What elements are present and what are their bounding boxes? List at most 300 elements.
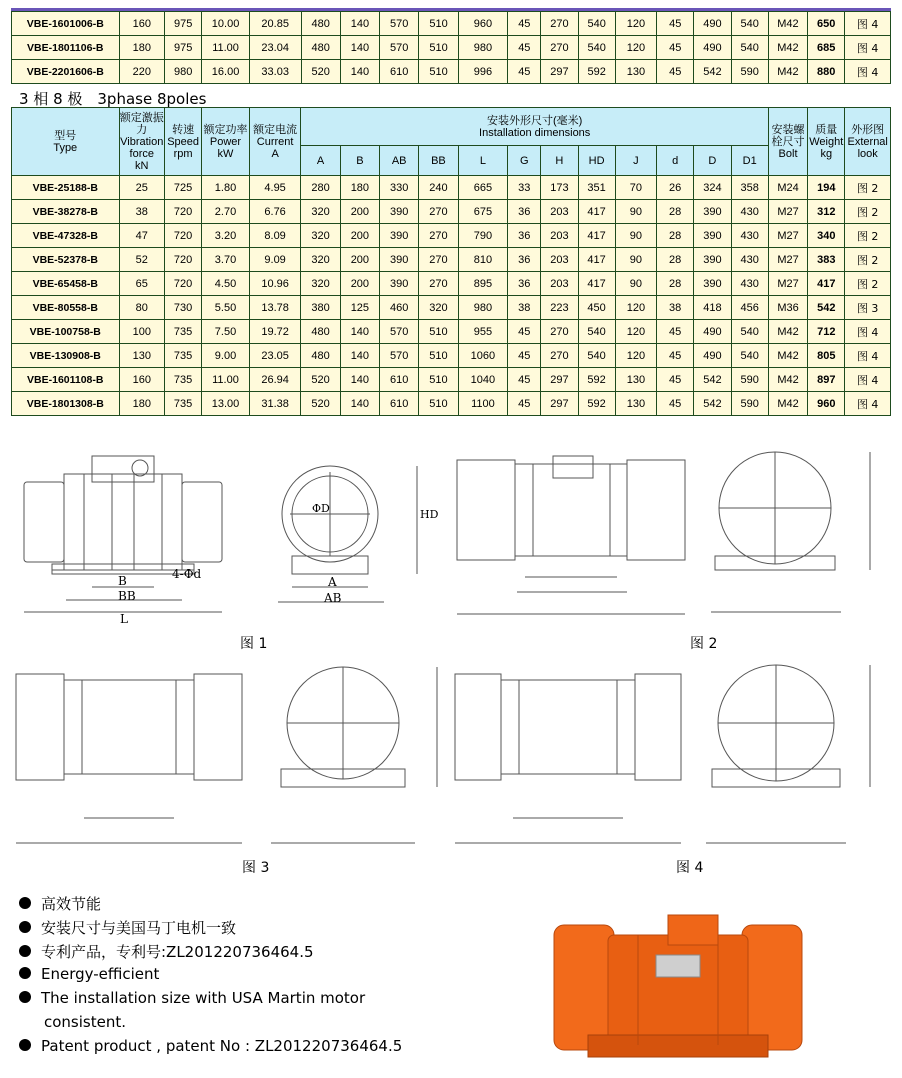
table-cell: 38 [119, 200, 164, 224]
table-cell: 5.50 [202, 296, 250, 320]
model-cell: VBE-1801308-B [12, 392, 120, 416]
table-cell: 510 [419, 36, 458, 60]
table-cell: 540 [578, 344, 615, 368]
table-cell: 6.76 [249, 200, 301, 224]
table-cell: 13.00 [202, 392, 250, 416]
table-cell: 1040 [458, 368, 508, 392]
table-cell: 45 [657, 368, 694, 392]
table-cell: 320 [419, 296, 458, 320]
table-cell: 13.78 [249, 296, 301, 320]
weight-cell: 383 [808, 248, 845, 272]
table-cell: 390 [694, 272, 731, 296]
table-cell: 270 [419, 224, 458, 248]
header-dim: AB [380, 146, 419, 176]
header-current: 额定电流 Current A [249, 108, 301, 176]
table-cell: 36 [508, 200, 541, 224]
header-dim: L [458, 146, 508, 176]
table-cell: 270 [419, 200, 458, 224]
table-cell: 200 [340, 224, 379, 248]
model-cell: VBE-47328-B [12, 224, 120, 248]
table-cell: 140 [340, 320, 379, 344]
table-cell: 270 [541, 344, 578, 368]
header-dim: J [615, 146, 656, 176]
table-cell: 31.38 [249, 392, 301, 416]
spec-table-main [11, 107, 891, 416]
table-row [12, 320, 891, 344]
header-bolt: 安装螺栓尺寸 Bolt [768, 108, 807, 176]
table-cell: 120 [615, 36, 656, 60]
table-row [12, 344, 891, 368]
header-dim: D [694, 146, 731, 176]
table-cell: 70 [615, 176, 656, 200]
table-cell: 351 [578, 176, 615, 200]
table-cell: 390 [380, 224, 419, 248]
figure-1-side-view [22, 452, 232, 631]
table-cell: 36 [508, 272, 541, 296]
table-cell: 510 [419, 12, 458, 36]
table-cell: 23.05 [249, 344, 301, 368]
table-cell: 490 [694, 36, 731, 60]
caption-figure-2: 图 2 [690, 636, 718, 652]
outline-cell: 图 3 [845, 296, 891, 320]
table-cell: 45 [657, 320, 694, 344]
header-power: 额定功率 Power kW [202, 108, 250, 176]
table-cell: 390 [380, 272, 419, 296]
table-cell: 47 [119, 224, 164, 248]
table-cell: 240 [419, 176, 458, 200]
table-cell: 490 [694, 344, 731, 368]
table-cell: 100 [119, 320, 164, 344]
table-cell: 200 [340, 272, 379, 296]
model-cell: VBE-130908-B [12, 344, 120, 368]
table-cell: 16.00 [202, 60, 250, 84]
table-cell: 28 [657, 272, 694, 296]
table-cell: 430 [731, 272, 768, 296]
table-cell: 28 [657, 224, 694, 248]
weight-cell: 650 [808, 12, 845, 36]
header-weight: 质量 Weight kg [808, 108, 845, 176]
table-cell: 280 [301, 176, 340, 200]
table-cell: 390 [694, 248, 731, 272]
table-cell: 203 [541, 200, 578, 224]
table-cell: 45 [508, 320, 541, 344]
outline-cell: 图 4 [845, 320, 891, 344]
outline-cell: 图 4 [845, 12, 891, 36]
bullet-5-continued: consistent. [44, 1013, 126, 1031]
header-dim: HD [578, 146, 615, 176]
table-cell: 120 [615, 320, 656, 344]
table-cell: 130 [119, 344, 164, 368]
table-cell: 590 [731, 60, 768, 84]
weight-cell: 712 [808, 320, 845, 344]
table-cell: 430 [731, 224, 768, 248]
caption-figure-1: 图 1 [240, 636, 268, 652]
table-cell: 65 [119, 272, 164, 296]
table-cell: 324 [694, 176, 731, 200]
table-cell: 460 [380, 296, 419, 320]
table-cell: 90 [615, 224, 656, 248]
motor-photo [548, 905, 808, 1069]
table-cell: M42 [768, 320, 807, 344]
bullet-4: Energy-efficient [19, 965, 159, 983]
table-cell: 996 [458, 60, 508, 84]
table-cell: 45 [657, 36, 694, 60]
outline-cell: 图 2 [845, 224, 891, 248]
table-cell: 720 [165, 272, 202, 296]
table-cell: 418 [694, 296, 731, 320]
table-cell: 203 [541, 248, 578, 272]
table-cell: 380 [301, 296, 340, 320]
outline-cell: 图 4 [845, 368, 891, 392]
table-cell: 480 [301, 36, 340, 60]
table-cell: 130 [615, 368, 656, 392]
table-cell: 720 [165, 224, 202, 248]
table-cell: 570 [380, 36, 419, 60]
model-cell: VBE-52378-B [12, 248, 120, 272]
weight-cell: 340 [808, 224, 845, 248]
table-cell: 456 [731, 296, 768, 320]
figure-2-side-view [455, 452, 695, 631]
table-cell: 390 [694, 200, 731, 224]
table-cell: 203 [541, 272, 578, 296]
table-cell: 11.00 [202, 368, 250, 392]
table-cell: 390 [380, 248, 419, 272]
figure-3-front-view [265, 665, 450, 854]
table-cell: 297 [541, 392, 578, 416]
table-cell: 540 [578, 320, 615, 344]
table-cell: 540 [578, 36, 615, 60]
weight-cell: 417 [808, 272, 845, 296]
caption-figure-4: 图 4 [676, 860, 704, 876]
outline-cell: 图 4 [845, 36, 891, 60]
table-row [12, 368, 891, 392]
table-row [12, 296, 891, 320]
table-cell: 955 [458, 320, 508, 344]
table-cell: 10.00 [202, 12, 250, 36]
table-cell: 130 [615, 60, 656, 84]
weight-cell: 312 [808, 200, 845, 224]
table-cell: 45 [508, 392, 541, 416]
model-cell: VBE-100758-B [12, 320, 120, 344]
table-cell: 90 [615, 248, 656, 272]
table-cell: 592 [578, 392, 615, 416]
header-force: 额定激振力 Vibration force kN [119, 108, 164, 176]
table-cell: 173 [541, 176, 578, 200]
table-row [12, 60, 891, 84]
table-cell: 320 [301, 248, 340, 272]
table-cell: M42 [768, 36, 807, 60]
outline-cell: 图 2 [845, 200, 891, 224]
table-cell: 7.50 [202, 320, 250, 344]
table-cell: 160 [119, 368, 164, 392]
table-cell: 540 [731, 12, 768, 36]
table-cell: M27 [768, 248, 807, 272]
table-cell: 28 [657, 248, 694, 272]
table-cell: 320 [301, 224, 340, 248]
table-cell: 297 [541, 368, 578, 392]
weight-cell: 685 [808, 36, 845, 60]
weight-cell: 805 [808, 344, 845, 368]
table-row [12, 36, 891, 60]
table-cell: 480 [301, 344, 340, 368]
table-cell: 90 [615, 272, 656, 296]
table-cell: 542 [694, 368, 731, 392]
model-cell: VBE-1601006-B [12, 12, 120, 36]
table-cell: 960 [458, 12, 508, 36]
dim-label-bb: BB [118, 589, 136, 603]
table-cell: 45 [657, 12, 694, 36]
table-cell: 510 [419, 60, 458, 84]
table-cell: M27 [768, 272, 807, 296]
table-cell: 720 [165, 248, 202, 272]
outline-cell: 图 4 [845, 392, 891, 416]
table-cell: M27 [768, 224, 807, 248]
header-dim: D1 [731, 146, 768, 176]
table-cell: 665 [458, 176, 508, 200]
table-cell: 520 [301, 60, 340, 84]
table-cell: M42 [768, 392, 807, 416]
table-cell: 895 [458, 272, 508, 296]
table-cell: 26 [657, 176, 694, 200]
model-cell: VBE-1601108-B [12, 368, 120, 392]
bullet-1: 高效节能 [19, 893, 101, 914]
table-cell: 590 [731, 392, 768, 416]
weight-cell: 960 [808, 392, 845, 416]
table-cell: 140 [340, 12, 379, 36]
table-cell: 36 [508, 224, 541, 248]
table-cell: 1.80 [202, 176, 250, 200]
table-cell: 417 [578, 272, 615, 296]
table-cell: 610 [380, 60, 419, 84]
bullet-6: Patent product , patent No : ZL201220736464.5 [19, 1037, 402, 1055]
table-cell: 980 [165, 60, 202, 84]
table-cell: 450 [578, 296, 615, 320]
figure-2-front-view [705, 452, 890, 631]
table-cell: 45 [508, 12, 541, 36]
header-dim: d [657, 146, 694, 176]
table-cell: 203 [541, 224, 578, 248]
table-cell: 735 [165, 320, 202, 344]
model-cell: VBE-25188-B [12, 176, 120, 200]
table-cell: 80 [119, 296, 164, 320]
table-cell: 140 [340, 60, 379, 84]
model-cell: VBE-38278-B [12, 200, 120, 224]
table-cell: 52 [119, 248, 164, 272]
header-dim: H [541, 146, 578, 176]
table-cell: 720 [165, 200, 202, 224]
table-cell: 430 [731, 248, 768, 272]
table-cell: 270 [541, 12, 578, 36]
table-row [12, 248, 891, 272]
table-cell: 510 [419, 344, 458, 368]
table-cell: 980 [458, 36, 508, 60]
table-cell: 730 [165, 296, 202, 320]
table-cell: 980 [458, 296, 508, 320]
table-cell: 390 [694, 224, 731, 248]
table-cell: 130 [615, 392, 656, 416]
table-row [12, 176, 891, 200]
table-cell: 520 [301, 392, 340, 416]
table-cell: M42 [768, 344, 807, 368]
table-cell: 10.96 [249, 272, 301, 296]
outline-cell: 图 4 [845, 344, 891, 368]
table-cell: 28 [657, 200, 694, 224]
table-cell: 33.03 [249, 60, 301, 84]
table-cell: 735 [165, 368, 202, 392]
table-cell: 270 [541, 320, 578, 344]
section-title: 3 相 8 极 3phase 8poles [19, 90, 207, 108]
table-cell: 417 [578, 248, 615, 272]
model-cell: VBE-80558-B [12, 296, 120, 320]
table-cell: M42 [768, 60, 807, 84]
table-cell: 735 [165, 344, 202, 368]
table-cell: 1060 [458, 344, 508, 368]
table-cell: 540 [731, 344, 768, 368]
table-row [12, 200, 891, 224]
table-cell: 120 [615, 12, 656, 36]
outline-cell: 图 4 [845, 60, 891, 84]
table-cell: 2.70 [202, 200, 250, 224]
dim-label-hd: HD [420, 508, 439, 521]
table-cell: 223 [541, 296, 578, 320]
table-cell: 592 [578, 60, 615, 84]
table-cell: 390 [380, 200, 419, 224]
table-cell: 45 [508, 368, 541, 392]
table-cell: 36 [508, 248, 541, 272]
table-cell: 33 [508, 176, 541, 200]
table-cell: 20.85 [249, 12, 301, 36]
table-cell: 1100 [458, 392, 508, 416]
header-install-cn: 安装外形尺寸(毫米) [487, 114, 583, 127]
weight-cell: 542 [808, 296, 845, 320]
table-cell: 570 [380, 320, 419, 344]
outline-cell: 图 2 [845, 248, 891, 272]
table-cell: 45 [657, 392, 694, 416]
table-cell: 510 [419, 392, 458, 416]
figure-4-side-view [453, 668, 688, 857]
table-cell: 610 [380, 368, 419, 392]
table-cell: 570 [380, 344, 419, 368]
table-cell: 610 [380, 392, 419, 416]
table-cell: 4.50 [202, 272, 250, 296]
table-cell: 45 [657, 60, 694, 84]
table-cell: 417 [578, 200, 615, 224]
bullet-5: The installation size with USA Martin motor [19, 989, 365, 1007]
table-cell: 180 [340, 176, 379, 200]
table-cell: 90 [615, 200, 656, 224]
outline-cell: 图 2 [845, 176, 891, 200]
table-cell: 25 [119, 176, 164, 200]
dim-label-ab: AB [324, 591, 342, 605]
table-cell: 9.00 [202, 344, 250, 368]
table-cell: 790 [458, 224, 508, 248]
table-cell: 490 [694, 320, 731, 344]
model-cell: VBE-65458-B [12, 272, 120, 296]
table-cell: 810 [458, 248, 508, 272]
table-cell: 200 [340, 200, 379, 224]
table-cell: 320 [301, 272, 340, 296]
table-cell: 140 [340, 344, 379, 368]
weight-cell: 880 [808, 60, 845, 84]
table-cell: 330 [380, 176, 419, 200]
header-dim: B [340, 146, 379, 176]
table-cell: 200 [340, 248, 379, 272]
bullet-2: 安装尺寸与美国马丁电机一致 [19, 917, 236, 938]
table-row [12, 392, 891, 416]
table-cell: 8.09 [249, 224, 301, 248]
table-cell: 570 [380, 12, 419, 36]
table-cell: 19.72 [249, 320, 301, 344]
table-cell: 540 [578, 12, 615, 36]
table-cell: 590 [731, 368, 768, 392]
table-cell: 490 [694, 12, 731, 36]
dim-label-a: A [328, 575, 337, 589]
table-cell: 140 [340, 392, 379, 416]
table-cell: 480 [301, 320, 340, 344]
table-cell: 120 [615, 296, 656, 320]
table-cell: 540 [731, 320, 768, 344]
table-cell: 38 [508, 296, 541, 320]
table-cell: 520 [301, 368, 340, 392]
table-cell: 9.09 [249, 248, 301, 272]
table-cell: 180 [119, 36, 165, 60]
table-cell: 45 [657, 344, 694, 368]
table-cell: 270 [419, 272, 458, 296]
table-cell: 270 [419, 248, 458, 272]
caption-figure-3: 图 3 [242, 860, 270, 876]
header-install-en: Installation dimensions [479, 126, 591, 139]
header-dim: G [508, 146, 541, 176]
table-cell: 180 [119, 392, 164, 416]
table-cell: 975 [165, 36, 202, 60]
dim-label-b: B [118, 574, 127, 588]
weight-cell: 194 [808, 176, 845, 200]
header-type: 型号 Type [12, 108, 120, 176]
table-cell: 542 [694, 392, 731, 416]
header-speed: 转速 Speed rpm [165, 108, 202, 176]
table-cell: 4.95 [249, 176, 301, 200]
table-cell: M36 [768, 296, 807, 320]
table-cell: 38 [657, 296, 694, 320]
table-cell: 140 [340, 36, 379, 60]
table-cell: M42 [768, 12, 807, 36]
table-cell: 270 [541, 36, 578, 60]
table-cell: 975 [165, 12, 202, 36]
table-cell: 220 [119, 60, 165, 84]
table-cell: 140 [340, 368, 379, 392]
table-row [12, 272, 891, 296]
figure-1-front-view [272, 452, 442, 611]
table-cell: 480 [301, 12, 340, 36]
header-dim: A [301, 146, 340, 176]
table-row [12, 12, 891, 36]
table-cell: 735 [165, 392, 202, 416]
table-cell: 592 [578, 368, 615, 392]
table-cell: 11.00 [202, 36, 250, 60]
dim-label-holes: 4-Φd [172, 567, 202, 581]
table-cell: 120 [615, 344, 656, 368]
table-cell: 675 [458, 200, 508, 224]
table-cell: M24 [768, 176, 807, 200]
spec-table-top [11, 11, 891, 84]
table-cell: 297 [541, 60, 578, 84]
dim-label-l: L [120, 612, 128, 626]
table-cell: 160 [119, 12, 165, 36]
header-dim: BB [419, 146, 458, 176]
header-install [301, 108, 768, 146]
table-cell: 417 [578, 224, 615, 248]
table-cell: 542 [694, 60, 731, 84]
